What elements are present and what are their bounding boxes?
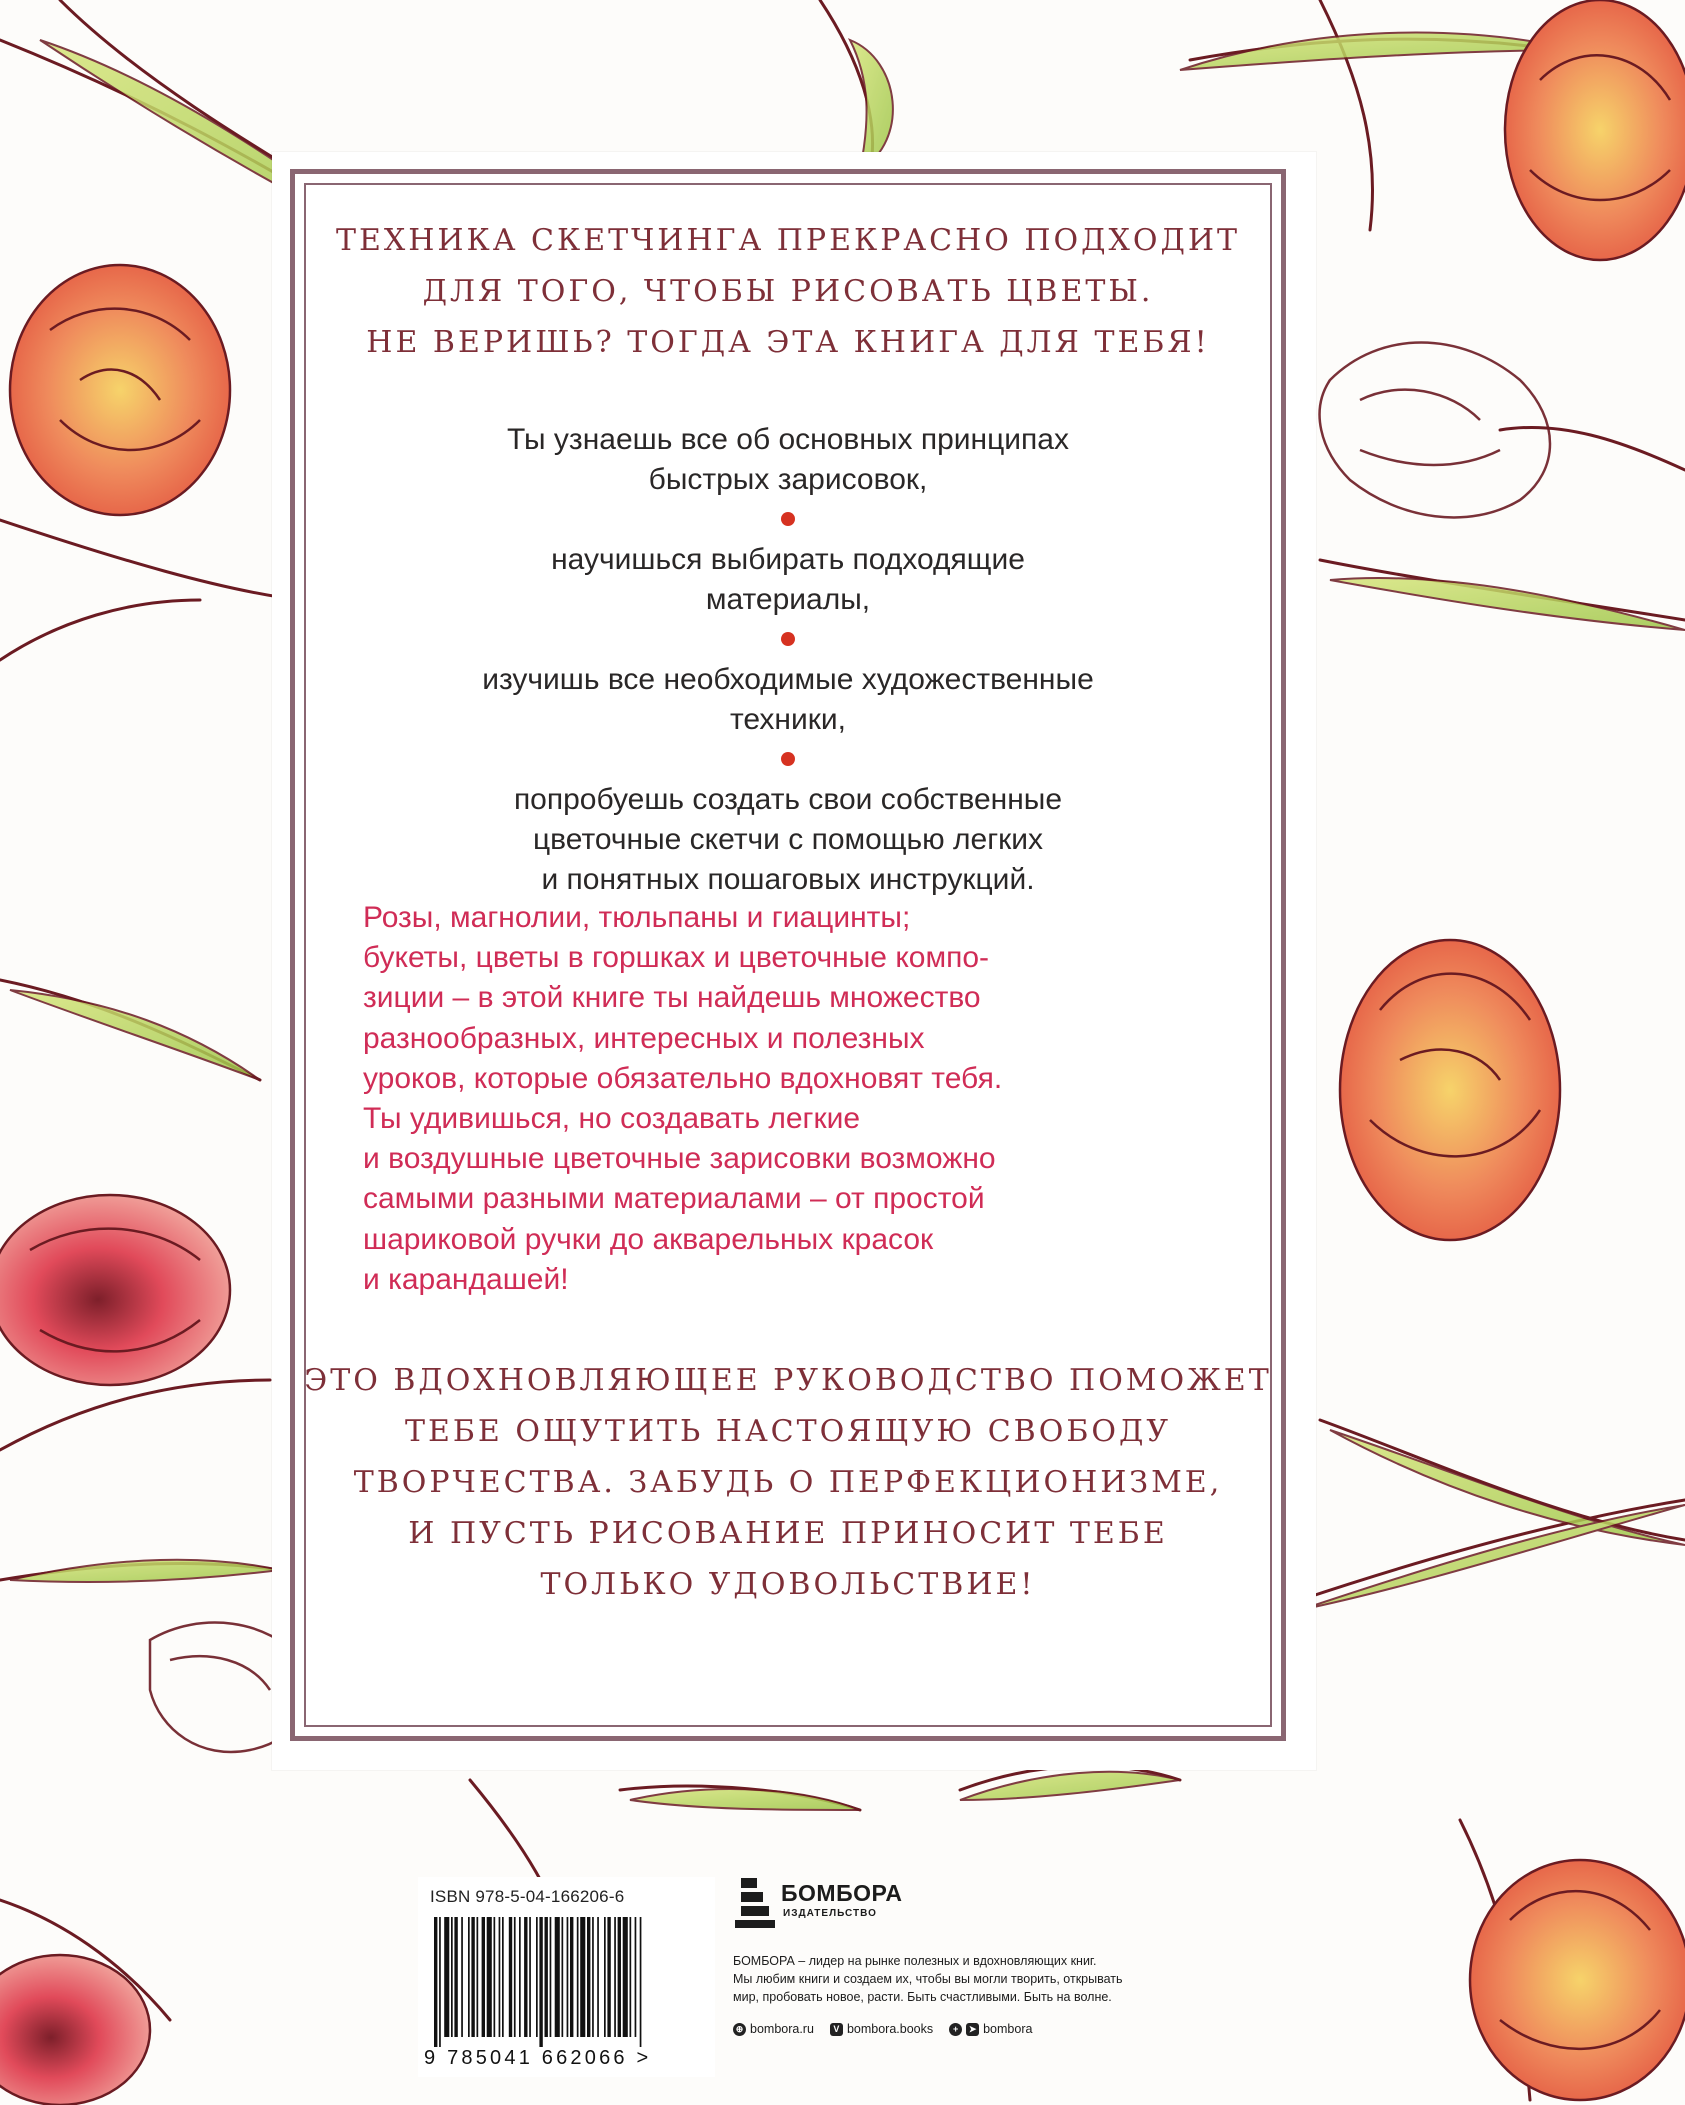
learn-line: техники, <box>730 703 846 736</box>
isbn-block <box>418 1877 715 2077</box>
outro-line: И ПУСТЬ РИСОВАНИЕ ПРИНОСИТ ТЕБЕ <box>408 1516 1168 1551</box>
barcode-bar <box>536 1917 538 2037</box>
highlight-line: Розы, магнолии, тюльпаны и гиацинты; <box>363 901 911 934</box>
publisher-subtitle: ИЗДАТЕЛЬСТВО <box>783 1908 877 1919</box>
highlight-paragraph <box>363 898 1243 1300</box>
outro-heading <box>304 1355 1272 1610</box>
barcode-bar <box>587 1917 590 2037</box>
barcode-digits: 9 785041 662066 > <box>424 2047 652 2069</box>
barcode-bar <box>570 1917 573 2037</box>
bullet-dot-icon <box>781 752 795 766</box>
intro-line: НЕ ВЕРИШЬ? ТОГДА ЭТА КНИГА ДЛЯ ТЕБЯ! <box>366 325 1210 360</box>
barcode-bar <box>471 1917 474 2037</box>
barcode-bar <box>451 1917 453 2037</box>
outro-line: ТЕБЕ ОЩУТИТЬ НАСТОЯЩУЮ СВОБОДУ <box>404 1414 1172 1449</box>
social-link-site[interactable] <box>733 2022 814 2036</box>
social-text: bombora.ru <box>750 2022 814 2036</box>
learn-line: попробуешь создать свои собственные <box>513 783 1063 816</box>
barcode-bar <box>604 1917 606 2037</box>
barcode-bar <box>607 1917 610 2037</box>
highlight-line: разнообразных, интересных и полезных <box>363 1021 925 1055</box>
about-line: мир, пробовать новое, расти. Быть счастливыми. Быть на волне. <box>733 1990 1112 2004</box>
publisher-about <box>733 1952 1153 2006</box>
bullet-dot-icon <box>781 632 795 646</box>
intro-heading <box>304 215 1272 368</box>
barcode-bar <box>597 1917 599 2037</box>
barcode-bar <box>640 1917 642 2047</box>
barcode-bar <box>567 1917 569 2037</box>
telegram-icon: ➤ <box>966 2023 979 2036</box>
learn-line: научишься выбирать подходящие <box>551 543 1025 576</box>
highlight-line: и воздушные цветочные зарисовки возможно <box>363 1142 996 1176</box>
barcode-bar <box>580 1917 585 2037</box>
bullet-dot-icon <box>781 512 795 526</box>
learn-item <box>304 540 1272 620</box>
barcode-bar <box>618 1917 621 2037</box>
barcode-bar <box>539 1917 542 2047</box>
intro-line: ТЕХНИКА СКЕТЧИНГА ПРЕКРАСНО ПОДХОДИТ <box>335 223 1241 258</box>
isbn-label: ISBN 978-5-04-166206-6 <box>430 1887 625 1906</box>
intro-line: ДЛЯ ТОГО, ЧТОБЫ РИСОВАТЬ ЦВЕТЫ. <box>422 274 1154 309</box>
highlight-line: уроков, которые обязательно вдохновят тебя. <box>363 1061 1003 1095</box>
learn-list <box>304 420 1272 900</box>
barcode-bar <box>555 1917 560 2037</box>
barcode-bar <box>577 1917 579 2037</box>
learn-line: быстрых зарисовок, <box>648 463 928 496</box>
learn-line: изучишь все необходимые художественные <box>482 663 1094 696</box>
learn-line: Ты узнаешь все об основных принципах <box>507 423 1069 456</box>
barcode-bar <box>635 1917 637 2037</box>
vk-icon: V <box>830 2023 843 2036</box>
learn-item <box>304 660 1272 740</box>
about-line: Мы любим книги и создаем их, чтобы вы могли творить, открывать <box>733 1972 1123 1986</box>
barcode-bar <box>562 1917 564 2037</box>
learn-item <box>304 420 1272 500</box>
social-link-vk[interactable] <box>830 2022 933 2036</box>
barcode-icon <box>428 1917 705 2047</box>
social-link-messengers[interactable] <box>949 2022 1032 2036</box>
barcode-bar <box>502 1917 504 2037</box>
highlight-line: шариковой ручки до акварельных красок <box>363 1222 934 1256</box>
barcode-bar <box>524 1917 527 2037</box>
barcode-bar <box>550 1917 552 2037</box>
highlight-line: Ты удивишься, но создавать легкие <box>363 1102 861 1136</box>
barcode-bar <box>454 1917 457 2037</box>
barcode-bar <box>519 1917 521 2037</box>
social-text: bombora <box>983 2022 1033 2036</box>
bombora-logo-icon <box>733 1872 783 1932</box>
barcode-bar <box>468 1917 470 2037</box>
learn-line: цветочные скетчи с помощью легких <box>532 823 1044 856</box>
barcode-bar <box>509 1917 512 2037</box>
highlight-line: букеты, цветы в горшках и цветочные компо- <box>363 941 990 975</box>
barcode-bar <box>494 1917 496 2037</box>
globe-icon: ⊕ <box>733 2023 746 2036</box>
barcode-bar <box>439 1917 441 2047</box>
messenger-icon: + <box>949 2023 962 2036</box>
outro-line: ЭТО ВДОХНОВЛЯЮЩЕЕ РУКОВОДСТВО ПОМОЖЕТ <box>304 1363 1272 1398</box>
social-links <box>733 2022 1032 2036</box>
highlight-line: зиции – в этой книге ты найдешь множество <box>363 981 981 1015</box>
barcode-bar <box>630 1917 632 2037</box>
publisher-name: БОМБОРА <box>781 1880 903 1906</box>
highlight-line: самыми разными материалами – от простой <box>363 1182 985 1216</box>
about-line: БОМБОРА – лидер на рынке полезных и вдохновляющих книг. <box>733 1954 1097 1968</box>
barcode-bar <box>461 1917 463 2037</box>
highlight-line: и карандашей! <box>363 1262 569 1296</box>
outro-line: ТВОРЧЕСТВА. ЗАБУДЬ О ПЕРФЕКЦИОНИЗМЕ, <box>353 1465 1223 1500</box>
barcode-bar <box>444 1917 449 2037</box>
learn-item <box>304 780 1272 900</box>
barcode-bar <box>477 1917 479 2037</box>
learn-line: материалы, <box>705 583 871 616</box>
barcode-bar <box>529 1917 531 2037</box>
barcode-bar <box>434 1917 437 2047</box>
barcode-bar <box>482 1917 485 2037</box>
barcode-bar <box>514 1917 516 2037</box>
social-text: bombora.books <box>846 2022 934 2036</box>
barcode-bar <box>499 1917 501 2037</box>
barcode-bar <box>487 1917 492 2037</box>
barcode-bar <box>623 1917 628 2037</box>
learn-line: и понятных пошаговых инструкций. <box>541 863 1035 896</box>
outro-line: ТОЛЬКО УДОВОЛЬСТВИЕ! <box>540 1567 1036 1602</box>
barcode-bar <box>592 1917 594 2037</box>
barcode-bar <box>614 1917 616 2037</box>
barcode-bar <box>545 1917 548 2037</box>
